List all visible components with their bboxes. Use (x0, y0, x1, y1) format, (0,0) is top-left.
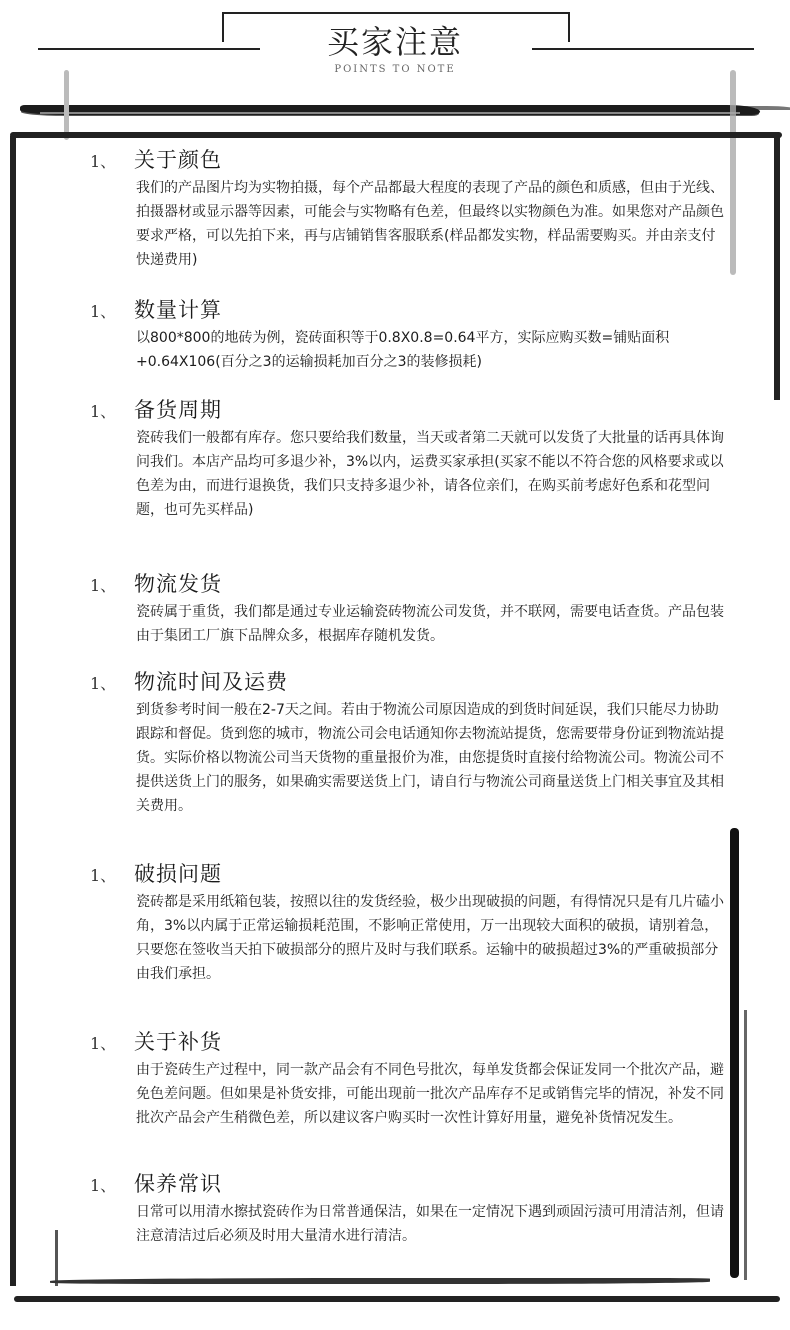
frame-border-bottom (14, 1296, 780, 1302)
section-number: 1、 (90, 402, 117, 421)
section-number: 1、 (90, 152, 117, 171)
section-title: 关于补货 (134, 1030, 222, 1054)
section-body: 瓷砖我们一般都有库存。您只要给我们数量，当天或者第二天就可以发货了大批量的话再具体询问我们。本店产品均可多退少补，3%以内，运费买家承担(买家不能以不符合您的风格要求或以色差为由，而进行退换货，我们只支持多退少补，请各位亲们，在购买前考虑好色系和花型问题，也可先买样品) (136, 430, 724, 518)
section-restock (90, 1026, 780, 1130)
section-number: 1、 (90, 1176, 117, 1195)
section-number: 1、 (90, 576, 117, 595)
title-rule-left (38, 48, 260, 50)
section-number: 1、 (90, 1034, 117, 1053)
section-damage (90, 858, 780, 986)
page-title: 买家注意 (300, 20, 490, 64)
section-number: 1、 (90, 302, 117, 321)
brush-stroke-vertical-left-top (64, 70, 69, 140)
frame-border-top (10, 132, 782, 138)
brush-stroke-vertical-left-bottom (55, 1230, 58, 1286)
title-rule-right (532, 48, 754, 50)
section-body: 由于瓷砖生产过程中，同一款产品会有不同色号批次，每单发货都会保证发同一个批次产品，避免色差问题。但如果是补货安排，可能出现前一批次产品库存不足或销售完毕的情况，补发不同批次产品会产生稍微色差，所以建议客户购买时一次性计算好用量，避免补货情况发生。 (136, 1062, 724, 1126)
section-title: 保养常识 (134, 1172, 222, 1196)
section-stock-cycle (90, 394, 780, 522)
section-title: 备货周期 (134, 398, 222, 422)
section-logistics-shipping (90, 568, 780, 648)
frame-border-left (10, 136, 16, 1286)
section-color (90, 144, 780, 272)
section-body: 我们的产品图片均为实物拍摄，每个产品都最大程度的表现了产品的颜色和质感，但由于光线、拍摄器材或显示器等因素，可能会与实物略有色差，但最终以实物颜色为准。如果您对产品颜色要求严格，可以先拍下来，再与店铺销售客服联系(样品都发实物，样品需要购买。并由亲支付快递费用) (136, 180, 724, 268)
section-title: 物流发货 (134, 572, 222, 596)
brush-stroke-bottom (50, 1278, 710, 1284)
section-title: 数量计算 (134, 298, 222, 322)
section-title: 物流时间及运费 (134, 670, 288, 694)
section-body: 瓷砖属于重货，我们都是通过专业运输瓷砖物流公司发货，并不联网，需要电话查货。产品包装由于集团工厂旗下品牌众多，根据库存随机发货。 (136, 604, 724, 644)
section-maintenance (90, 1168, 780, 1248)
section-number: 1、 (90, 674, 117, 693)
section-title: 破损问题 (134, 862, 222, 886)
section-body: 以800*800的地砖为例，瓷砖面积等于0.8X0.8=0.64平方，实际应购买数=铺贴面积+0.64X106(百分之3的运输损耗加百分之3的装修损耗) (136, 330, 670, 370)
section-body: 到货参考时间一般在2-7天之间。若由于物流公司原因造成的到货时间延误，我们只能尽力协助跟踪和督促。货到您的城市，物流公司会电话通知你去物流站提货，您需要带身份证到物流站提货。实际价格以物流公司当天货物的重量报价为准，由您提货时直接付给物流公司。物流公司不提供送货上门的服务，如果确实需要送货上门，请自行与物流公司商量送货上门相关事宜及其相关费用。 (136, 702, 724, 814)
brush-stroke-top-thin (40, 112, 740, 114)
section-body: 瓷砖都是采用纸箱包装，按照以往的发货经验，极少出现破损的问题，有得情况只是有几片磕小角，3%以内属于正常运输损耗范围，不影响正常使用，万一出现较大面积的破损，请别着急，只要您在签收当天拍下破损部分的照片及时与我们联系。运输中的破损超过3%的严重破损部分由我们承担。 (136, 894, 724, 982)
section-number: 1、 (90, 866, 117, 885)
page-subtitle: POINTS TO NOTE (334, 64, 456, 75)
section-body: 日常可以用清水擦拭瓷砖作为日常普通保洁，如果在一定情况下遇到顽固污渍可用清洁剂，但请注意清洁过后必须及时用大量清水进行清洁。 (136, 1204, 724, 1244)
section-title: 关于颜色 (134, 148, 222, 172)
section-logistics-time (90, 666, 780, 818)
section-quantity (90, 294, 780, 374)
